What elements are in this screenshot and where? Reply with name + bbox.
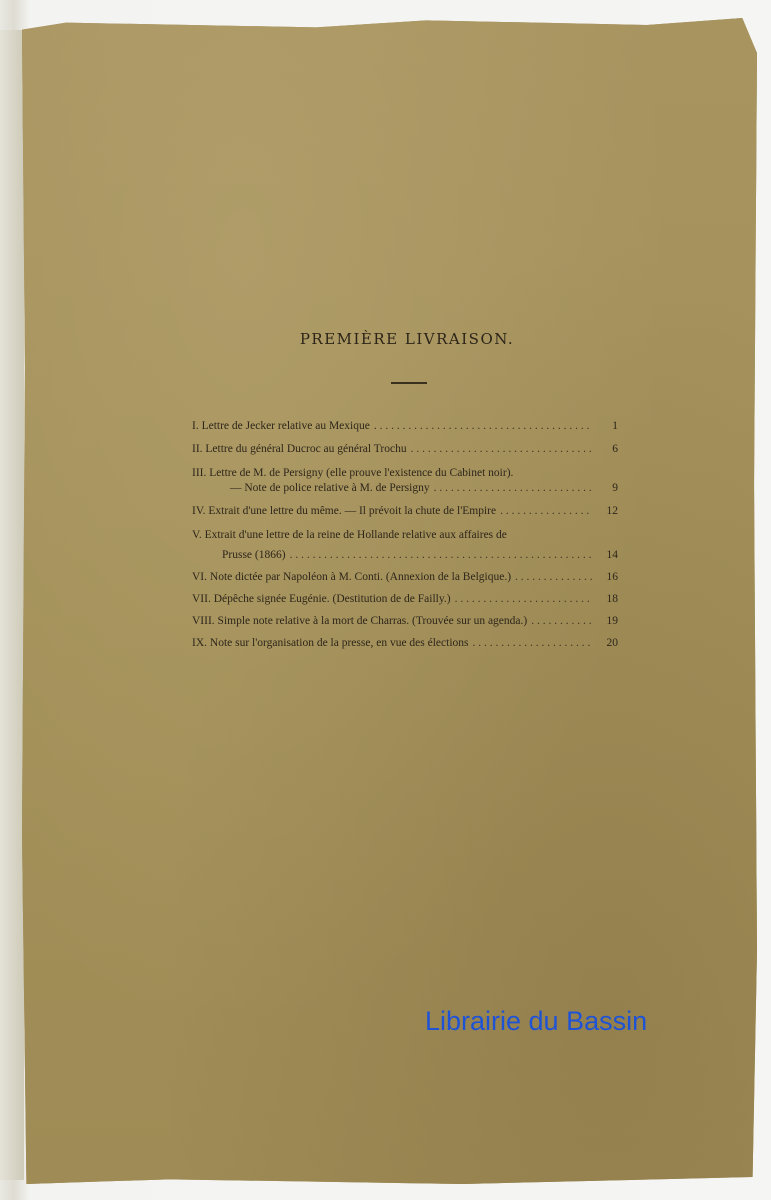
underlying-sheet-edge [0, 30, 24, 1180]
document-title: PREMIÈRE LIVRAISON. [299, 330, 515, 348]
leader-dots [473, 637, 592, 649]
toc-item-5-continuation [192, 549, 618, 561]
toc-item-text-line1: V. Extrait d'une lettre de la reine de Hollande relative aux affaires de [192, 529, 507, 541]
toc-item-2 [192, 443, 618, 455]
toc-item-7 [192, 593, 618, 605]
leader-dots [290, 549, 592, 561]
toc-page-number: 6 [612, 443, 618, 455]
leader-dots [455, 593, 592, 605]
toc-item-text: VII. Dépêche signée Eugénie. (Destitution de de Failly.) [192, 593, 451, 605]
toc-item-4 [192, 505, 618, 517]
toc-item-text: II. Lettre du général Ducroc au général Trochu [192, 443, 407, 455]
toc-item-3-continuation [192, 482, 618, 494]
toc-item-text: IX. Note sur l'organisation de la presse, en vue des élections [192, 637, 469, 649]
toc-item-text: VI. Note dictée par Napoléon à M. Conti. (Annexion de la Belgique.) [192, 571, 512, 583]
toc-item-text: — Note de police relative à M. de Persigny [230, 482, 430, 494]
table-of-contents [192, 420, 618, 649]
toc-item-text: IV. Extrait d'une lettre du même. — Il prévoit la chute de l'Empire [192, 505, 497, 517]
toc-page-number: 12 [606, 505, 618, 517]
leader-dots [411, 443, 592, 455]
toc-item-9 [192, 637, 618, 649]
toc-item-text: I. Lettre de Jecker relative au Mexique [192, 420, 370, 432]
leader-dots [531, 615, 592, 627]
toc-page-number: 18 [606, 593, 618, 605]
toc-page-number: 20 [606, 637, 618, 649]
toc-item-1 [192, 420, 618, 432]
toc-item-text-line1: III. Lettre de M. de Persigny (elle prouve l'existence du Cabinet noir). [192, 467, 514, 479]
toc-item-3 [192, 467, 618, 494]
toc-item-6 [192, 571, 618, 583]
leader-dots [515, 571, 592, 583]
toc-item-text: Prusse (1866) [222, 549, 286, 561]
toc-page-number: 16 [606, 571, 618, 583]
toc-item-text: VIII. Simple note relative à la mort de Charras. (Trouvée sur un agenda.) [192, 615, 528, 627]
toc-page-number: 14 [606, 549, 618, 561]
toc-page-number: 19 [606, 615, 618, 627]
toc-item-5 [192, 529, 618, 561]
toc-item-8 [192, 615, 618, 627]
leader-dots [500, 505, 592, 517]
toc-page-number: 9 [612, 482, 618, 494]
leader-dots [434, 482, 592, 494]
toc-page-number: 1 [612, 420, 618, 432]
leader-dots [374, 420, 592, 432]
bookseller-watermark: Librairie du Bassin [425, 1006, 648, 1036]
title-rule [391, 382, 427, 384]
